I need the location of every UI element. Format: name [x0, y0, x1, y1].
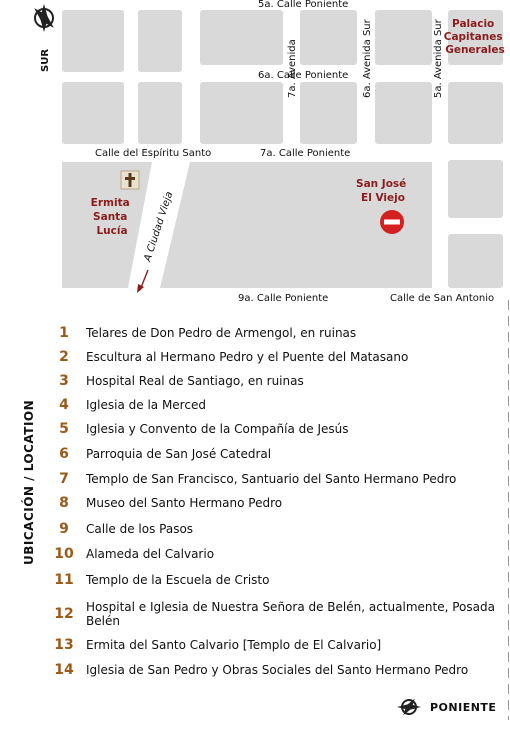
- legend-number: 11: [54, 572, 74, 588]
- legend-text: Iglesia de la Merced: [86, 398, 206, 412]
- legend-number: 8: [59, 495, 69, 511]
- legend-number: 13: [54, 637, 74, 653]
- legend-number: 2: [59, 349, 69, 365]
- street-6a-poniente: 6a. Calle Poniente: [258, 70, 349, 81]
- block: [448, 234, 503, 288]
- legend-item: [50, 662, 500, 678]
- legend-text: Iglesia de San Pedro y Obras Sociales del Santo Hermano Pedro: [86, 663, 469, 677]
- legend-text: Telares de Don Pedro de Armengol, en ruinas: [86, 326, 357, 340]
- legend-text: Calle de los Pasos: [86, 522, 194, 536]
- block: [300, 82, 357, 144]
- legend-text: Parroquia de San José Catedral: [86, 447, 272, 461]
- block: [300, 10, 357, 65]
- location-side-label: UBICACIÓN / LOCATION: [22, 399, 36, 565]
- legend-number: 4: [59, 397, 69, 413]
- palacio-label: Palacio Capitanes Generales: [443, 18, 505, 56]
- street-7a-poniente: 7a. Calle Poniente: [260, 148, 351, 159]
- legend-number: 1: [59, 325, 69, 341]
- block: [200, 10, 283, 65]
- legend-number: 12: [54, 606, 74, 622]
- block: [62, 10, 124, 72]
- legend-item: [50, 495, 500, 511]
- ermita-label: Ermita Santa Lucía: [90, 197, 130, 237]
- legend-item: [50, 397, 500, 413]
- legend-text: Museo del Santo Hermano Pedro: [86, 496, 283, 510]
- legend-item: [50, 572, 500, 588]
- legend-text: Ermita del Santo Calvario [Templo de El Calvario]: [86, 638, 382, 652]
- legend-number: 6: [59, 446, 69, 462]
- church-cross-icon: [121, 171, 139, 189]
- page-divider: [508, 300, 509, 720]
- san-jose-label: San José El Viejo: [356, 178, 407, 204]
- block: [200, 82, 283, 144]
- legend-item: [50, 471, 500, 487]
- legend-number: 10: [54, 546, 74, 562]
- compass-label: SUR: [40, 48, 51, 72]
- legend-number: 9: [59, 521, 69, 537]
- legend-number: 14: [54, 662, 74, 678]
- legend-text: Hospital Real de Santiago, en ruinas: [86, 374, 304, 388]
- legend-item: [50, 325, 500, 341]
- legend-item: [50, 521, 500, 537]
- legend-item: [50, 546, 500, 562]
- legend-text: Templo de la Escuela de Cristo: [86, 573, 270, 587]
- legend-item: [50, 373, 500, 389]
- legend-item: [50, 349, 500, 365]
- legend-item: [50, 421, 500, 437]
- compass-icon: [31, 4, 56, 32]
- block: [62, 82, 124, 144]
- legend-text: Hospital e Iglesia de Nuestra Señora de Belén, actualmente, Posada Belén: [86, 600, 495, 628]
- legend-number: 5: [59, 421, 69, 437]
- direction-indicator: [396, 696, 496, 718]
- legend-text: Alameda del Calvario: [86, 547, 215, 561]
- block: [138, 10, 182, 72]
- block: [138, 82, 182, 144]
- direction-label: PONIENTE: [430, 700, 497, 714]
- street-5a-avenida: 5a. Avenida Sur: [433, 19, 444, 98]
- road-ciudad-vieja: A Ciudad Vieja: [142, 190, 176, 263]
- legend-text: Escultura al Hermano Pedro y el Puente del Matasano: [86, 350, 409, 364]
- block: [375, 82, 432, 144]
- legend-item: [50, 637, 500, 653]
- no-entry-icon: [380, 210, 404, 234]
- street-5a-poniente: 5a. Calle Poniente: [258, 0, 349, 10]
- street-9a-poniente: 9a. Calle Poniente: [238, 293, 329, 304]
- street-san-antonio: Calle de San Antonio: [390, 293, 495, 304]
- legend-item: [50, 600, 500, 628]
- block: [375, 10, 432, 65]
- city-map: [0, 0, 510, 310]
- street-7a-avenida: 7a. Avenida: [287, 39, 298, 98]
- legend-number: 3: [59, 373, 69, 389]
- legend-text: Templo de San Francisco, Santuario del Santo Hermano Pedro: [86, 472, 457, 486]
- legend-item: [50, 446, 500, 462]
- block: [448, 82, 503, 144]
- legend-text: Iglesia y Convento de la Compañía de Jesús: [86, 422, 349, 436]
- street-espiritu-santo: Calle del Espíritu Santo: [95, 148, 212, 159]
- legend-number: 7: [59, 471, 69, 487]
- block: [448, 160, 503, 218]
- compass-icon: [396, 696, 422, 718]
- arrow-down-left-icon: [137, 270, 148, 293]
- street-6a-avenida: 6a. Avenida Sur: [362, 19, 373, 98]
